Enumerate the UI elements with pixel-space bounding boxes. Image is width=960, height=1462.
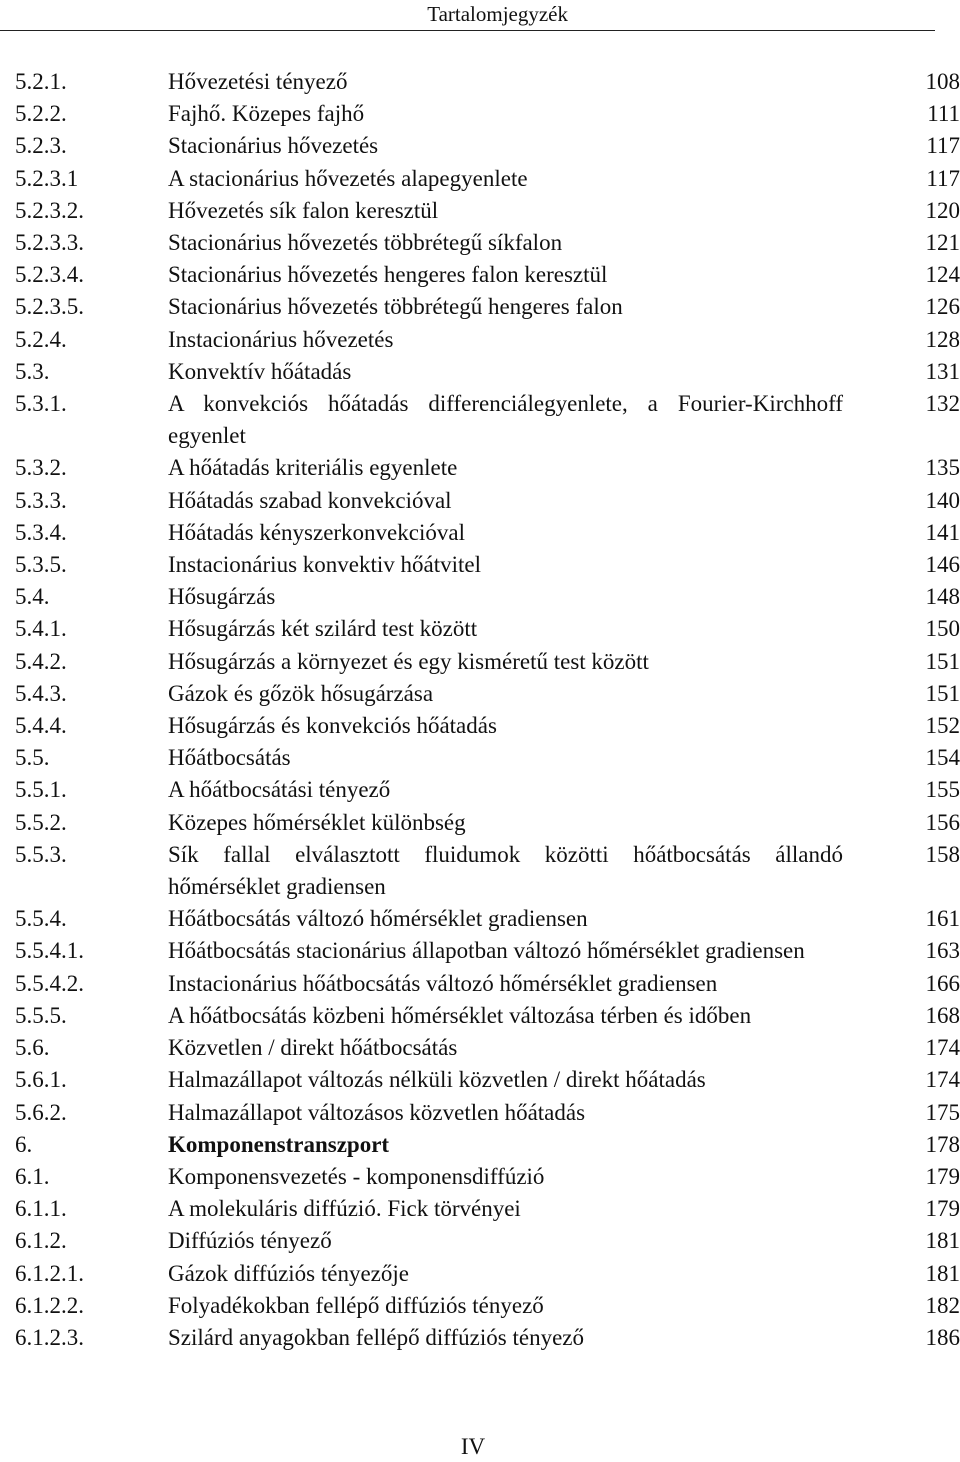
entry-number: 6.1.1. — [15, 1196, 67, 1222]
entry-title: Hősugárzás és konvekciós hőátadás — [168, 713, 497, 739]
entry-title: Stacionárius hővezetés hengeres falon keresztül — [168, 262, 608, 288]
toc-entry[interactable] — [0, 163, 960, 195]
toc-entry[interactable] — [0, 774, 960, 806]
entry-page: 163 — [925, 938, 960, 964]
entry-page: 182 — [925, 1292, 960, 1318]
entry-page: 148 — [925, 584, 960, 610]
entry-title: Konvektív hőátadás — [168, 358, 352, 384]
entry-number: 5.4.2. — [15, 648, 67, 674]
toc-entry-chapter[interactable] — [0, 1129, 960, 1161]
entry-page: 156 — [925, 809, 960, 835]
entry-page: 151 — [925, 648, 960, 674]
entry-title: Hőátbocsátás változó hőmérséklet gradiensen — [168, 906, 588, 932]
entry-title: A hőátbocsátás közbeni hőmérséklet változása térben és időben — [168, 1002, 752, 1028]
entry-page: 117 — [926, 165, 960, 191]
entry-number: 5.5.4.1. — [15, 938, 84, 964]
entry-number: 5.6.2. — [15, 1099, 67, 1125]
entry-page: 161 — [925, 906, 960, 932]
entry-number: 5.5.1. — [15, 777, 67, 803]
toc-entry[interactable] — [0, 259, 960, 291]
entry-page: 155 — [925, 777, 960, 803]
entry-number: 6. — [15, 1131, 33, 1157]
entry-number: 5.6. — [15, 1035, 50, 1061]
toc-entry[interactable] — [0, 517, 960, 549]
entry-title: Hőátadás kényszerkonvekcióval — [168, 519, 465, 545]
toc-entry[interactable] — [0, 1193, 960, 1225]
entry-number: 5.3.1. — [15, 391, 67, 417]
entry-number: 5.3.5. — [15, 552, 67, 578]
toc-entry[interactable] — [0, 1032, 960, 1064]
entry-page: 154 — [925, 745, 960, 771]
entry-number: 5.5.4. — [15, 906, 67, 932]
running-head-title: Tartalomjegyzék — [427, 2, 568, 26]
toc-entry[interactable] — [0, 1000, 960, 1032]
toc-entry[interactable] — [0, 1097, 960, 1129]
entry-number: 6.1.2.3. — [15, 1324, 84, 1350]
entry-title: Hőátadás szabad konvekcióval — [168, 487, 452, 513]
toc-entry[interactable] — [0, 968, 960, 1000]
entry-title: Hőátbocsátás — [168, 745, 291, 771]
entry-page: 166 — [925, 970, 960, 996]
entry-number: 5.2.3.5. — [15, 294, 84, 320]
toc-entry[interactable] — [0, 388, 960, 452]
entry-title: A konvekciós hőátadás differenciálegyenlete, a Fourier-Kirchhoff egyenlet — [168, 391, 843, 449]
entry-page: 124 — [925, 262, 960, 288]
entry-number: 5.4.3. — [15, 680, 67, 706]
entry-title: Szilárd anyagokban fellépő diffúziós tényező — [168, 1324, 584, 1350]
running-head — [0, 0, 960, 32]
toc-entry[interactable] — [0, 1290, 960, 1322]
entry-number: 5.2.1. — [15, 69, 67, 94]
toc-entry[interactable] — [0, 581, 960, 613]
toc-entry[interactable] — [0, 98, 960, 130]
entry-number: 5.2.3.4. — [15, 262, 84, 288]
toc-entry[interactable] — [0, 839, 960, 903]
entry-title: Stacionárius hővezetés többrétegű hengeres falon — [168, 294, 623, 320]
entry-page: 178 — [925, 1131, 960, 1157]
entry-number: 5.2.3.1 — [15, 165, 79, 191]
entry-title: A hőátadás kriteriális egyenlete — [168, 455, 458, 481]
entry-number: 5.5.3. — [15, 841, 67, 867]
toc-entry[interactable] — [0, 903, 960, 935]
entry-page: 152 — [925, 713, 960, 739]
toc-entry[interactable] — [0, 66, 960, 98]
toc-entry[interactable] — [0, 356, 960, 388]
entry-number: 5.5.5. — [15, 1002, 67, 1028]
entry-number: 5.2.4. — [15, 326, 67, 352]
entry-number: 5.2.3.2. — [15, 197, 84, 223]
entry-title: A stacionárius hővezetés alapegyenlete — [168, 165, 528, 191]
entry-title: Hősugárzás a környezet és egy kisméretű test között — [168, 648, 649, 674]
entry-page: 179 — [925, 1196, 960, 1222]
entry-title: Hőátbocsátás stacionárius állapotban változó hőmérséklet gradiensen — [168, 938, 805, 964]
entry-page: 121 — [925, 230, 960, 256]
entry-page: 174 — [925, 1035, 960, 1061]
entry-page: 140 — [925, 487, 960, 513]
entry-number: 5.6.1. — [15, 1067, 67, 1093]
entry-title: Hővezetési tényező — [168, 69, 348, 94]
entry-page: 175 — [925, 1099, 960, 1125]
entry-title: Diffúziós tényező — [168, 1228, 332, 1254]
toc-entry[interactable] — [0, 1225, 960, 1257]
entry-page: 146 — [925, 552, 960, 578]
entry-title: Instacionárius hőátbocsátás változó hőmérséklet gradiensen — [168, 970, 718, 996]
entry-title: Komponensvezetés - komponensdiffúzió — [168, 1163, 545, 1189]
toc-entry[interactable] — [0, 324, 960, 356]
entry-title: Hősugárzás két szilárd test között — [168, 616, 478, 642]
entry-title: Stacionárius hővezetés — [168, 133, 379, 159]
entry-number: 6.1. — [15, 1163, 50, 1189]
page-number — [0, 1433, 960, 1461]
entry-page: 181 — [925, 1228, 960, 1254]
toc-entry[interactable] — [0, 613, 960, 645]
entry-page: 108 — [925, 69, 960, 94]
page-number-label: IV — [460, 1434, 486, 1459]
entry-page: 168 — [925, 1002, 960, 1028]
entry-title: Halmazállapot változásos közvetlen hőátadás — [168, 1099, 586, 1125]
entry-title: Komponenstranszport — [168, 1131, 390, 1157]
entry-number: 6.1.2. — [15, 1228, 67, 1254]
entry-page: 120 — [925, 197, 960, 223]
entry-page: 179 — [925, 1163, 960, 1189]
entry-page: 126 — [925, 294, 960, 320]
toc-entry[interactable] — [0, 1064, 960, 1096]
toc-entry[interactable] — [0, 678, 960, 710]
entry-number: 5.2.3.3. — [15, 230, 84, 256]
entry-page: 132 — [925, 391, 960, 417]
toc-entry[interactable] — [0, 1258, 960, 1290]
entry-title: Sík fallal elválasztott fluidumok közötti hőátbocsátás állandó hőmérséklet gradiensen — [168, 841, 843, 900]
entry-number: 5.3.2. — [15, 455, 67, 481]
entry-number: 5.4. — [15, 584, 50, 610]
toc-entry[interactable] — [0, 646, 960, 678]
toc-entry[interactable] — [0, 1161, 960, 1193]
entry-title: Gázok diffúziós tényezője — [168, 1260, 409, 1286]
entry-page: 128 — [925, 326, 960, 352]
entry-title: Hővezetés sík falon keresztül — [168, 197, 439, 223]
entry-page: 150 — [925, 616, 960, 642]
entry-page: 186 — [925, 1324, 960, 1350]
entry-title: Hősugárzás — [168, 584, 276, 610]
entry-number: 5.5.2. — [15, 809, 67, 835]
table-of-contents — [0, 66, 960, 1354]
entry-number: 5.5.4.2. — [15, 970, 84, 996]
toc-entry[interactable] — [0, 807, 960, 839]
entry-page: 151 — [925, 680, 960, 706]
entry-title: Instacionárius konvektiv hőátvitel — [168, 552, 481, 578]
entry-title: Instacionárius hővezetés — [168, 326, 394, 352]
toc-entry[interactable] — [0, 1322, 960, 1354]
toc-entry[interactable] — [0, 935, 960, 967]
entry-number: 5.4.1. — [15, 616, 67, 642]
header-rule — [0, 30, 935, 31]
entry-title: Fajhő. Közepes fajhő — [168, 101, 365, 127]
toc-entry[interactable] — [0, 485, 960, 517]
entry-number: 6.1.2.1. — [15, 1260, 84, 1286]
entry-page: 135 — [925, 455, 960, 481]
toc-entry[interactable] — [0, 291, 960, 323]
entry-number: 5.2.3. — [15, 133, 67, 159]
entry-page: 141 — [925, 519, 960, 545]
entry-page: 111 — [927, 101, 960, 127]
toc-entry[interactable] — [0, 742, 960, 774]
toc-entry[interactable] — [0, 710, 960, 742]
entry-number: 5.3.3. — [15, 487, 67, 513]
toc-entry[interactable] — [0, 195, 960, 227]
entry-number: 5.3.4. — [15, 519, 67, 545]
entry-number: 5.4.4. — [15, 713, 67, 739]
entry-page: 158 — [925, 841, 960, 867]
entry-title: Közvetlen / direkt hőátbocsátás — [168, 1035, 458, 1061]
entry-page: 117 — [926, 133, 960, 159]
entry-title: A hőátbocsátási tényező — [168, 777, 391, 803]
entry-title: Folyadékokban fellépő diffúziós tényező — [168, 1292, 544, 1318]
entry-title: Közepes hőmérséklet különbség — [168, 809, 466, 835]
entry-title: Gázok és gőzök hősugárzása — [168, 680, 434, 706]
toc-entry[interactable] — [0, 452, 960, 484]
entry-number: 6.1.2.2. — [15, 1292, 84, 1318]
entry-title: Stacionárius hővezetés többrétegű síkfalon — [168, 230, 563, 256]
entry-title: A molekuláris diffúzió. Fick törvényei — [168, 1196, 521, 1222]
toc-entry[interactable] — [0, 130, 960, 162]
entry-number: 5.3. — [15, 358, 50, 384]
entry-title: Halmazállapot változás nélküli közvetlen / direkt hőátadás — [168, 1067, 706, 1093]
toc-entry[interactable] — [0, 549, 960, 581]
entry-page: 181 — [925, 1260, 960, 1286]
entry-page: 131 — [925, 358, 960, 384]
entry-number: 5.2.2. — [15, 101, 67, 127]
toc-entry[interactable] — [0, 227, 960, 259]
entry-number: 5.5. — [15, 745, 50, 771]
entry-page: 174 — [925, 1067, 960, 1093]
